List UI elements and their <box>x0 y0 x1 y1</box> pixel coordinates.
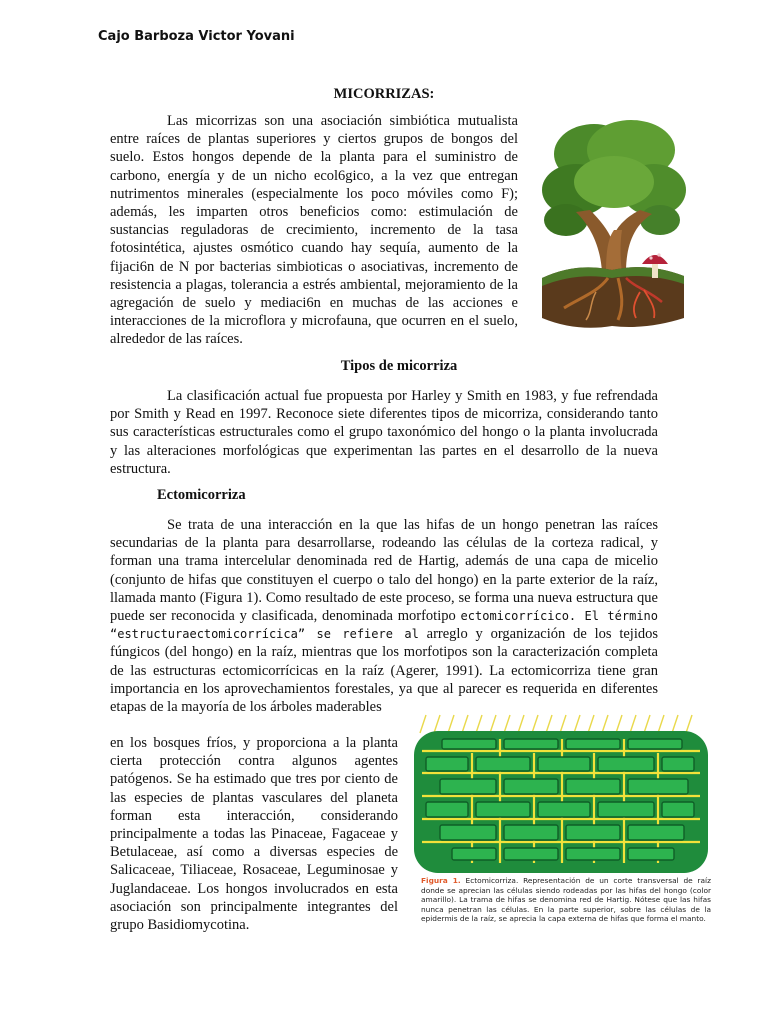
ectomicorriza-paragraph <box>110 516 658 716</box>
figure-1-diagram <box>412 713 712 873</box>
ectomicorriza-paragraph-continued: en los bosques fríos, y proporciona a la planta cierta protección contra algunos agentes patógenos. Se ha estimado que tres por ciento de las especies de plantas vasculares del planeta forman esta interacción, considerando principalmente a todas las Pinaceae, Fagaceae y Betulaceae, así como a diversas especies de Salicaceae, Tiliaceae, Rosaceae, Leguminosae y Juglandaceae. Los hongos involucrados en esta asociación son principalmente integrantes del grupo Basidiomycotina. <box>110 735 398 934</box>
intro-paragraph: Las micorrizas son una asociación simbiótica mutualista entre raíces de plantas superiores y ciertos grupos de bongos del suelo. Estos hongos depende de la planta para el suministro de carbono, energía y de un nicho ecol6gico, a la vez que entregan nutrimentos minerales (especialmente los poco móviles como F); además, les imparten otros beneficios como: estimulación de sustancias reguladoras de crecimiento, incremento de la tasa fotosintética, ajustes osmótico cuando hay sequía, aumento de la fijaci6n de N por bacterias simbioticas o asociativas, incremento de resistencia a plagas, tolerancia a estrés ambiental, mejoramiento de la agregación de suelo y mediaci6n en muchas de las acciones e interacciones de la microflora y microfauna, que ocurren en el suelo, alrededor de las raíces. <box>110 113 518 348</box>
figure-1-caption-text: Ectomicorriza. Representación de un corte transversal de raíz donde se aprecian las células siendo rodeadas por las hifas del hongo (color amarillo). La trama de hifas se denomina red de Hartig. Nótese que las hifas nunca penetran las células. En la parte superior, sobre las células de la epidermis de la raíz, se aprecia la capa externa de hifas que forma el manto. <box>421 876 711 924</box>
ectomicorriza-text-a: Se trata de una interacción en la que las hifas de un hongo penetran las raíces secundarias de la planta para desarrollarse, rodeando las células de la corteza radical, y forman una trama intercelular denominada red de Hartig, además de una capa de micelio (conjunto de hifas que constituyen el cuerpo o talo del hongo) en la parte exterior de la raíz, llamada manto (Figura 1). Como resultado de este proceso, se forma una nueva estructura que puede ser reconocida y clasificada, denominada morfotipo <box>110 517 658 625</box>
ectomicorriza-text-b: arreglo y organización de los tejidos fúngicos (del hongo) en la raíz, mientras que los morfotipos son la caracterización completa de las estructuras ectomicorrícicas en la raíz (Agerer, 1991). La ectomicorriza tiene gran importancia en los aprovechamientos forestales, ya que al parecer es requerida en diferentes etapas de la mayoría de los árboles maderables <box>110 626 658 716</box>
tree-illustration <box>536 112 688 336</box>
tipos-paragraph: La clasificación actual fue propuesta por Harley y Smith en 1983, y fue refrendada por Smith y Read en 1997. Reconoce siete diferentes tipos de micorriza, considerando tanto sus características estructurales como el grupo taxonómico del hongo o la planta involucrada y las alteraciones morfológicas que experimentan las partes en el desarrollo de la nueva estructura. <box>110 388 658 477</box>
section-heading-tipos: Tipos de micorriza <box>340 358 458 374</box>
figure-1-caption <box>421 876 711 924</box>
ectomicorriza-text-mono: ectomicorrícico. El término “estructuraectomicorrícica” se refiere al <box>110 609 658 642</box>
page-title: MICORRIZAS: <box>333 86 435 102</box>
author-name: Cajo Barboza Victor Yovani <box>98 29 295 44</box>
figure-1-label: Figura 1. <box>421 876 461 885</box>
section-heading-ectomicorriza: Ectomicorriza <box>157 487 246 503</box>
